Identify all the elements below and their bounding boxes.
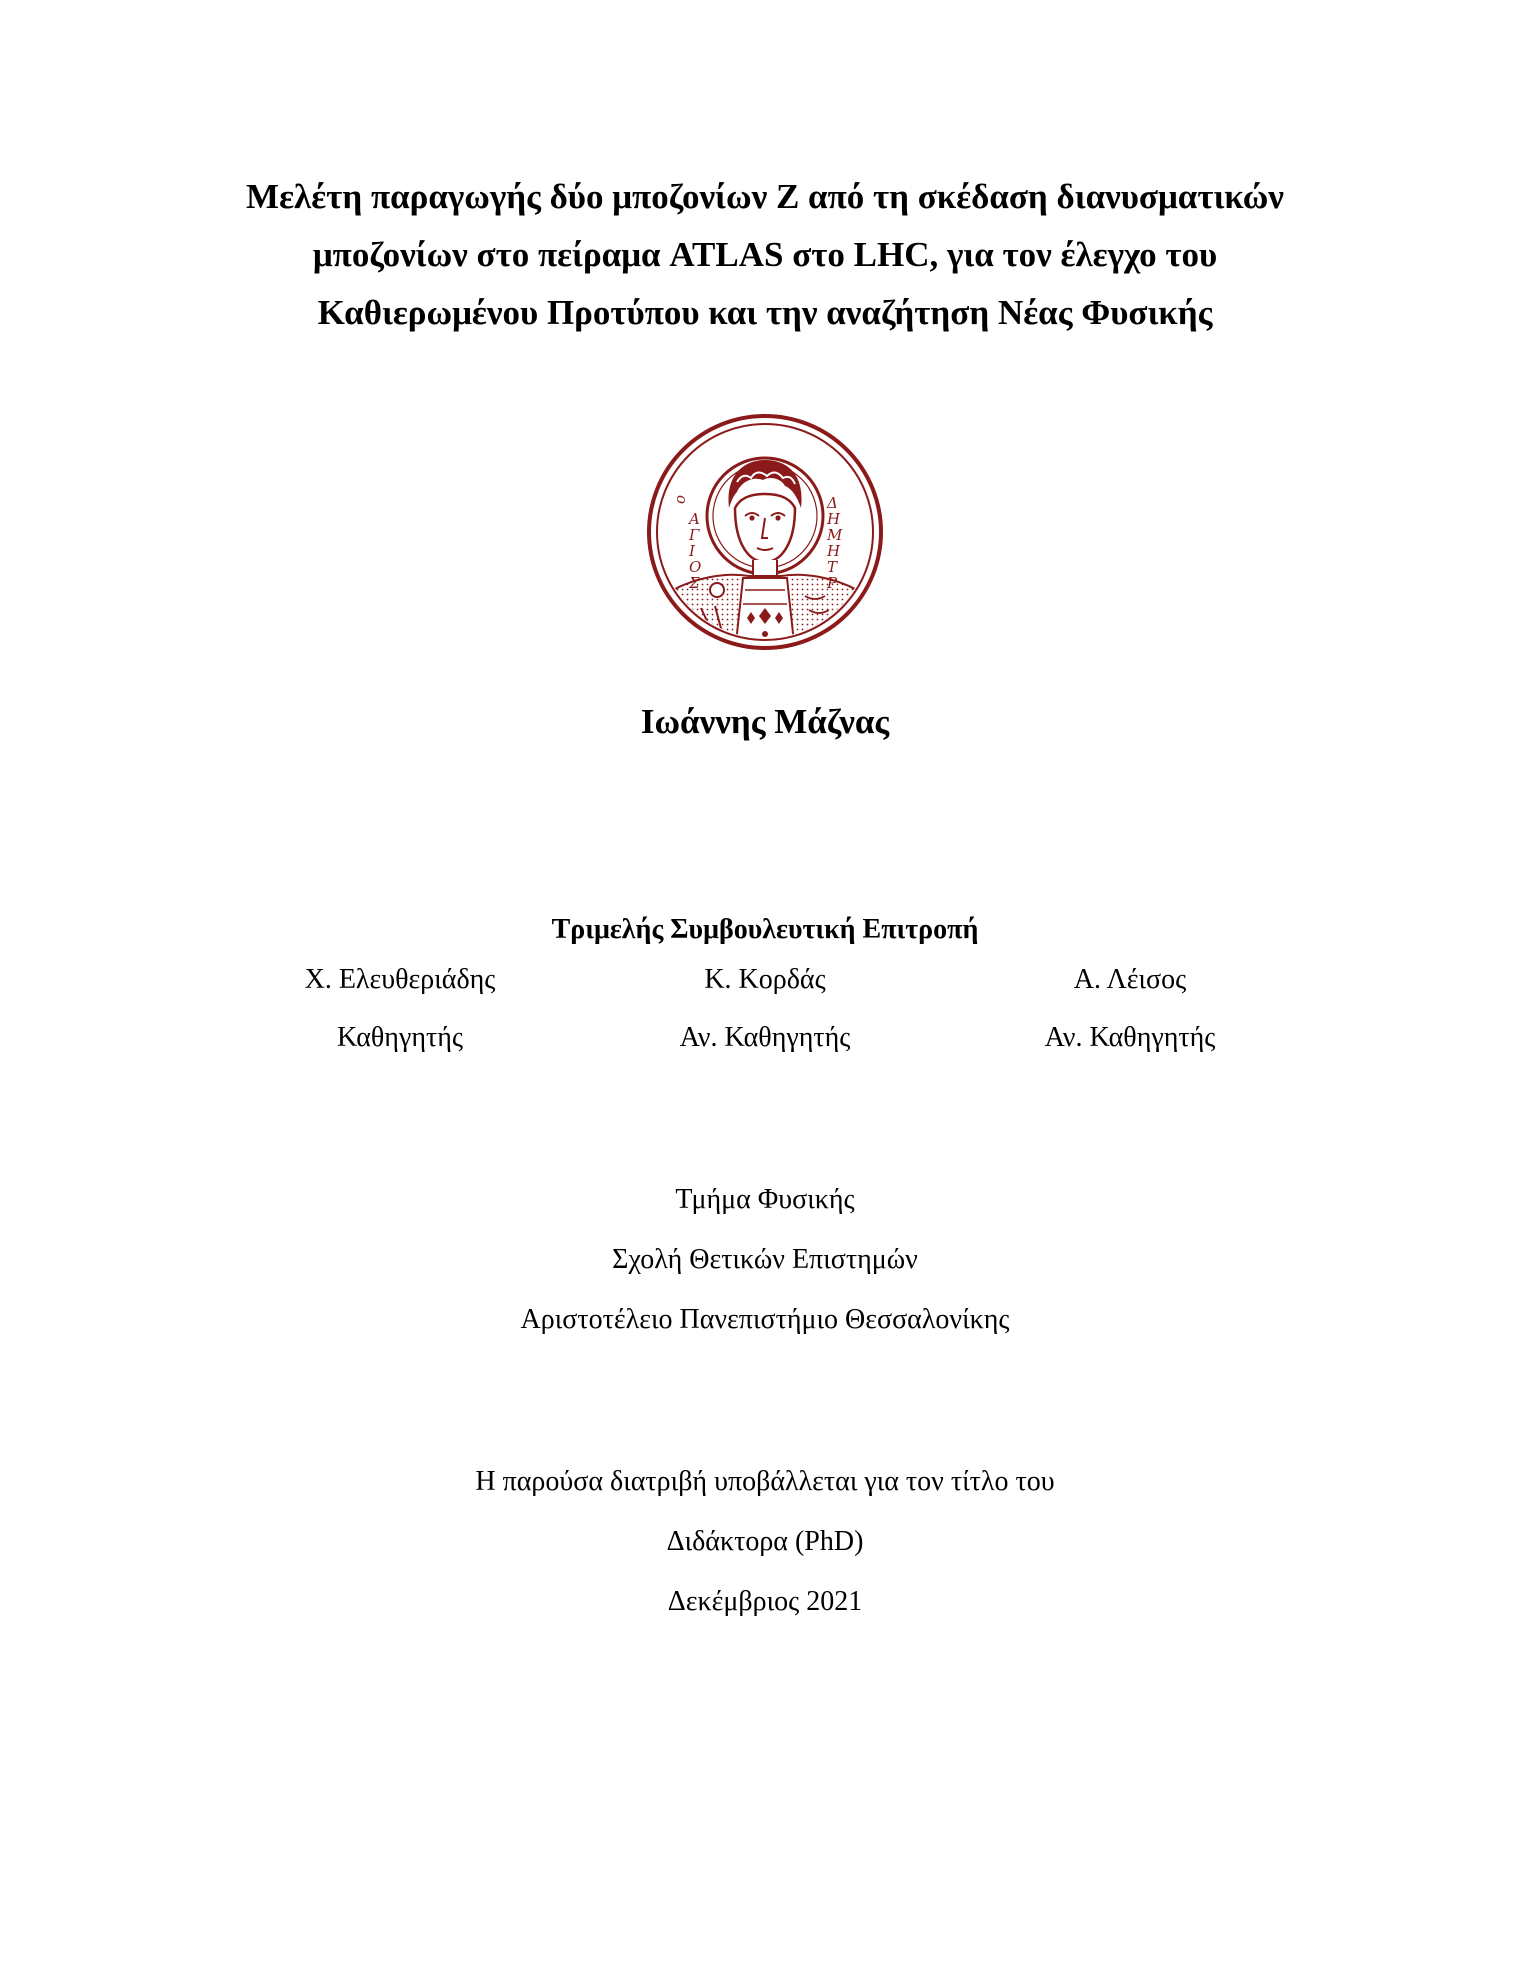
- svg-text:ο: ο: [671, 494, 689, 504]
- thesis-title-line: μποζονίων στο πείραμα ATLAS στο LHC, για τον έλεγχο του: [312, 235, 1218, 274]
- school-name: Σχολή Θετικών Επιστημών: [612, 1244, 918, 1275]
- svg-text:Γ: Γ: [689, 526, 700, 544]
- committee-heading: Τριμελής Συμβουλευτική Επιτροπή: [551, 914, 979, 945]
- svg-text:Τ: Τ: [827, 558, 838, 576]
- author-name: Ιωάννης Μάζνας: [640, 702, 890, 741]
- svg-text:Ο: Ο: [689, 558, 702, 576]
- svg-text:Ι: Ι: [689, 542, 695, 560]
- committee-member-name: Χ. Ελευθεριάδης: [304, 964, 496, 995]
- committee-member-rank: Αν. Καθηγητής: [679, 1022, 851, 1053]
- svg-text:Η: Η: [827, 510, 841, 528]
- committee-member: [950, 962, 1310, 1056]
- submission-statement: Η παρούσα διατριβή υποβάλλεται για τον τίτλο του: [475, 1466, 1055, 1497]
- committee-member-rank: Καθηγητής: [337, 1022, 463, 1053]
- svg-text:Ρ: Ρ: [827, 574, 838, 592]
- svg-text:Μ: Μ: [827, 526, 843, 544]
- committee-member-name: Κ. Κορδάς: [704, 964, 826, 995]
- submission-date: Δεκέμβριος 2021: [667, 1586, 863, 1617]
- committee-member: [220, 962, 580, 1056]
- committee-member: [585, 962, 945, 1056]
- committee-member-rank: Αν. Καθηγητής: [1044, 1022, 1216, 1053]
- university-seal-icon: [645, 412, 885, 652]
- degree-title: Διδάκτορα (PhD): [666, 1526, 864, 1557]
- svg-text:Δ: Δ: [827, 494, 838, 512]
- thesis-title: [150, 168, 1380, 342]
- submission-block: [0, 1452, 1530, 1632]
- svg-text:Η: Η: [827, 542, 841, 560]
- svg-text:Α: Α: [689, 510, 700, 528]
- thesis-title-line: Μελέτη παραγωγής δύο μποζονίων Z από τη σκέδαση διανυσματικών: [246, 177, 1284, 216]
- department-name: Τμήμα Φυσικής: [675, 1184, 855, 1215]
- institution-block: [0, 1170, 1530, 1350]
- thesis-title-line: Καθιερωμένου Προτύπου και την αναζήτηση Νέας Φυσικής: [317, 293, 1213, 332]
- committee-member-name: Α. Λέισος: [1073, 964, 1187, 995]
- university-name: Αριστοτέλειο Πανεπιστήμιο Θεσσαλονίκης: [520, 1304, 1010, 1335]
- svg-text:Σ: Σ: [689, 574, 700, 592]
